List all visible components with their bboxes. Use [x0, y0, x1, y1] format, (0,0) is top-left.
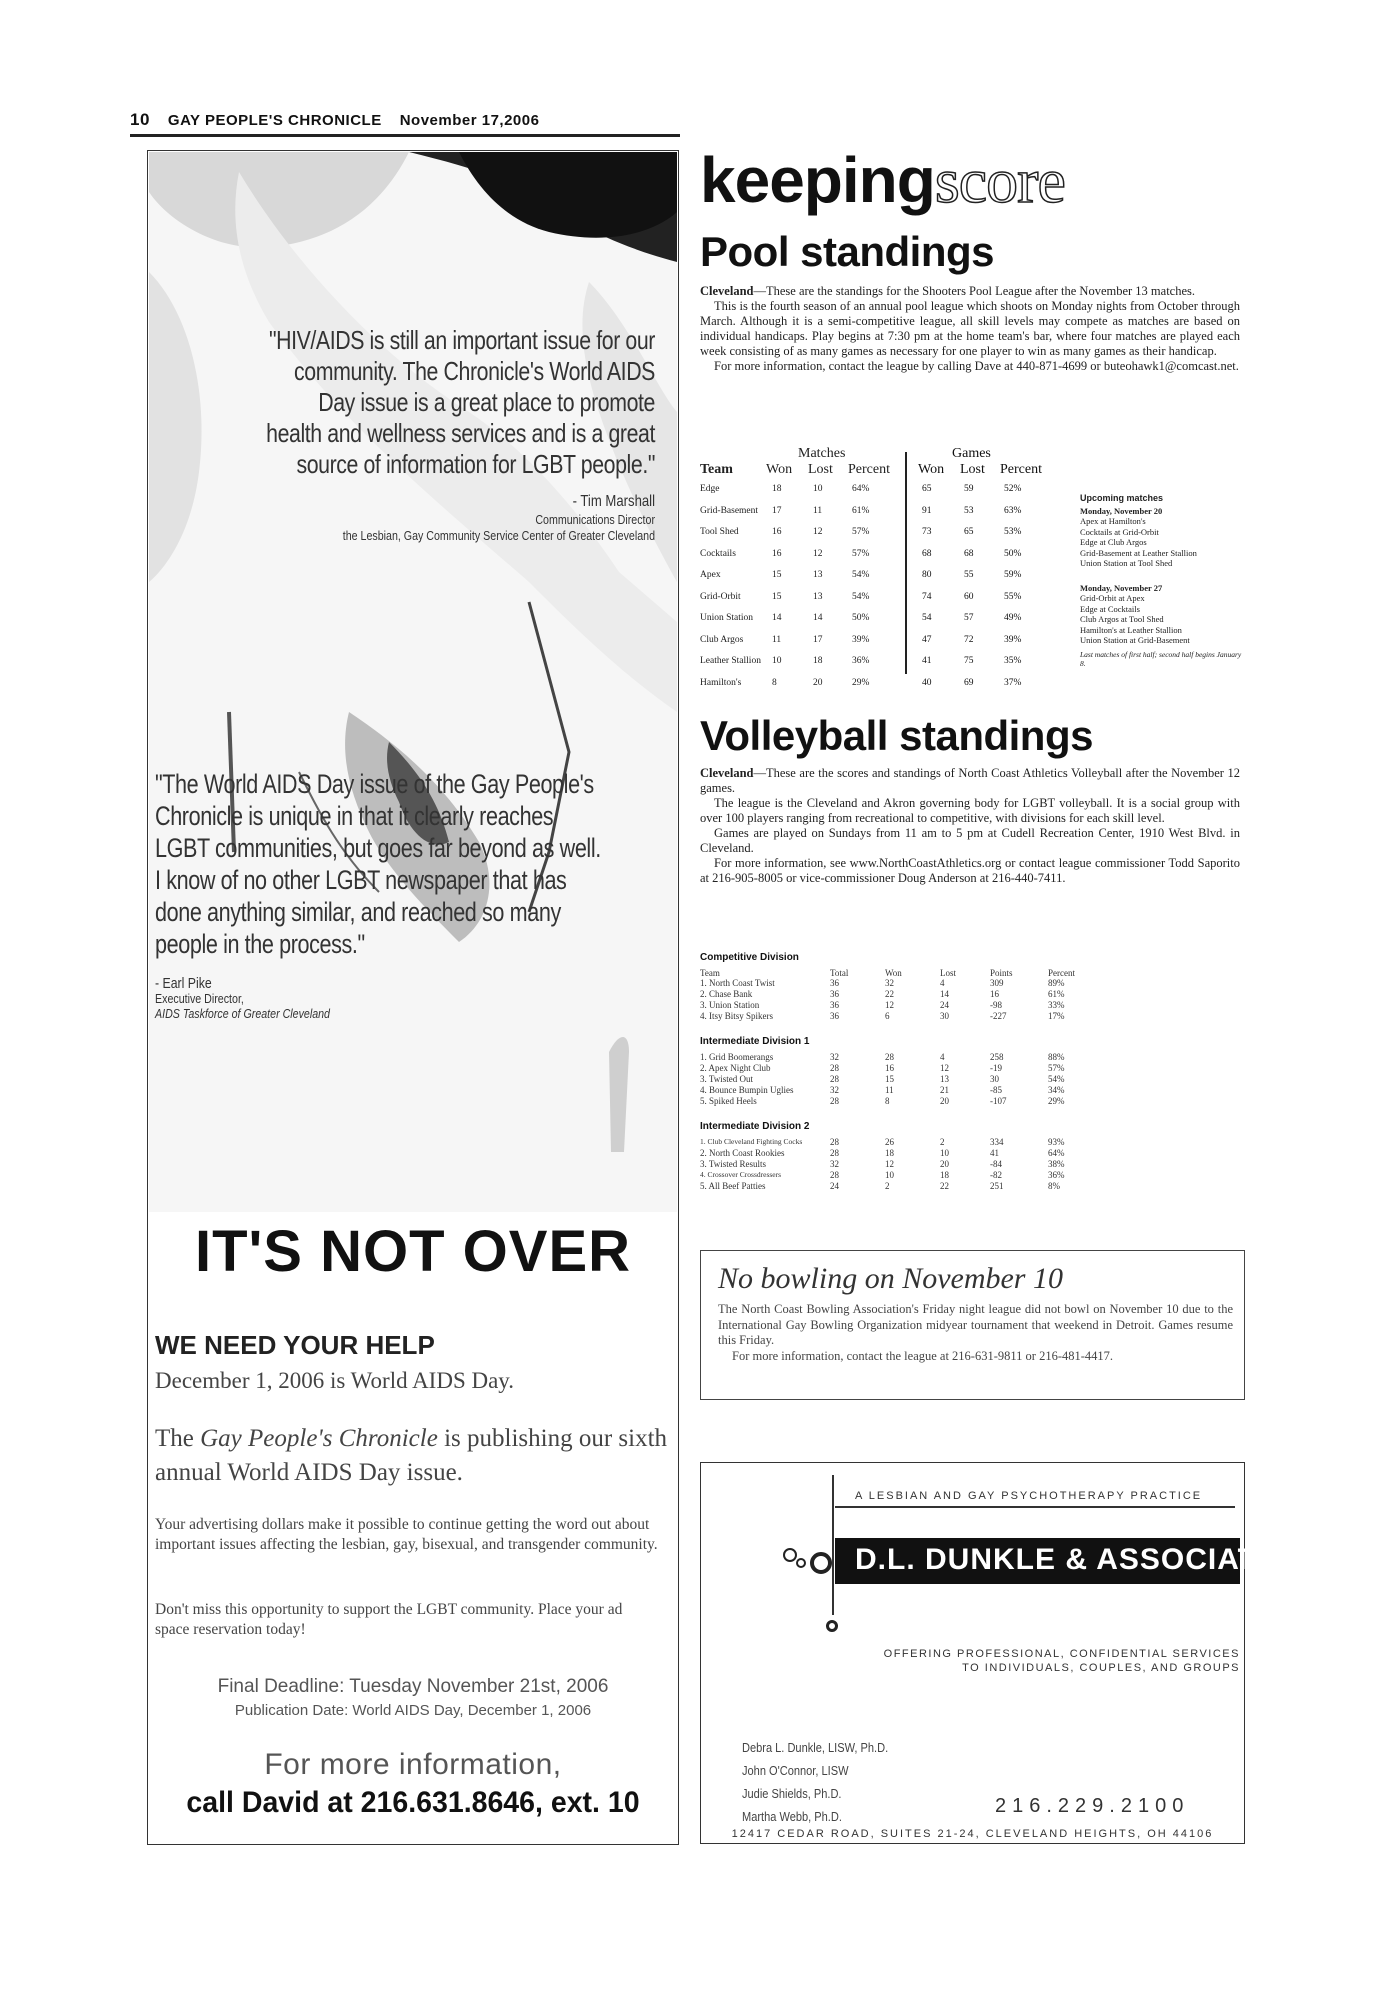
dunkle-services: TO INDIVIDUALS, COUPLES, AND GROUPS [962, 1662, 1240, 1674]
cell-pct: 93% [1048, 1137, 1065, 1147]
column-header-lost: Lost [940, 968, 957, 978]
cell-gp: 37% [1004, 677, 1022, 688]
cell-lost: 24 [940, 1000, 949, 1010]
cell-total: 36 [830, 978, 839, 988]
cell-points: 251 [990, 1181, 1004, 1191]
cell-gl: 65 [964, 527, 974, 537]
upcoming-match: Grid-Basement at Leather Stallion [1080, 547, 1197, 558]
cell-gp: 49% [1004, 613, 1022, 623]
cell-ml: 13 [813, 591, 823, 602]
cell-won: 22 [885, 989, 894, 999]
cell-pct: 29% [1048, 1096, 1065, 1106]
cell-total: 36 [830, 989, 839, 999]
cell-ml: 12 [813, 527, 823, 537]
pool-games-row [912, 592, 1052, 612]
ad-quote-pike: "The World AIDS Day issue of the Gay People's Chronicle is unique in that it clearly reaches LGBT communities, but goes far beyond as well. I know of no other LGBT newspaper that has done anything similar, and reached so many people in the process." [155, 769, 601, 959]
pool-games-row [912, 678, 1052, 698]
cell-gp: 35% [1004, 656, 1022, 666]
ad-body-paragraph: Your advertising dollars make it possible to continue getting the word out about important issues affecting the lesbian, gay, bisexual, and transgender community. [155, 1516, 658, 1553]
cell-gw: 91 [922, 505, 932, 516]
cell-points: -107 [990, 1096, 1007, 1106]
cell-gp: 53% [1004, 527, 1022, 537]
cell-points: -82 [990, 1170, 1002, 1180]
cell-pct: 38% [1048, 1159, 1065, 1169]
publication-name: GAY PEOPLE'S CHRONICLE [167, 112, 382, 129]
quote-attribution-name: - Earl Pike [155, 975, 212, 992]
cell-gp: 59% [1004, 570, 1022, 580]
cell-lost: 12 [940, 1063, 949, 1073]
volleyball-standings-title: Volleyball standings [700, 712, 1093, 759]
volleyball-row [700, 1011, 1240, 1023]
circle-logo-icon [796, 1558, 806, 1568]
ad-rule [835, 1506, 1235, 1508]
cell-won: 10 [885, 1170, 894, 1180]
cell-team: 3. Union Station [700, 1000, 760, 1010]
cell-team: Cocktails [700, 548, 736, 559]
cell-gl: 72 [964, 634, 974, 645]
cell-points: -227 [990, 1011, 1007, 1021]
cell-total: 32 [830, 1085, 839, 1095]
circle-logo-icon [826, 1620, 838, 1632]
upcoming-title: Upcoming matches [1080, 493, 1164, 503]
ad-deadline: Final Deadline: Tuesday November 21st, 2006 [217, 1676, 609, 1697]
cell-mw: 16 [772, 527, 782, 537]
cell-gp: 63% [1004, 505, 1022, 516]
upcoming-date: Monday, November 20 [1080, 505, 1163, 516]
cell-gp: 52% [1004, 484, 1022, 494]
cell-mp: 54% [852, 591, 870, 602]
upcoming-match: Hamilton's at Leather Stallion [1080, 624, 1182, 635]
upcoming-match: Edge at Club Argos [1080, 537, 1147, 547]
page-number: 10 [130, 110, 150, 129]
column-header-won: Won [766, 462, 793, 477]
cell-team: 5. All Beef Patties [700, 1181, 766, 1191]
upcoming-match: Apex at Hamilton's [1080, 516, 1146, 526]
cell-team: 3. Twisted Out [700, 1074, 753, 1084]
cell-won: 15 [885, 1074, 894, 1084]
quote-attribution-title: Executive Director, [155, 991, 244, 1006]
cell-points: 16 [990, 989, 999, 999]
cell-mp: 36% [852, 656, 870, 666]
cell-team: Apex [700, 570, 721, 580]
cell-won: 16 [885, 1063, 894, 1073]
pool-games-row [912, 635, 1052, 655]
cell-gl: 69 [964, 677, 974, 688]
cell-team: Edge [700, 484, 720, 494]
quote-attribution-title: Communications Director [535, 512, 655, 527]
column-header-pct: Percent [1048, 968, 1075, 978]
column-header-percent: Percent [1000, 462, 1042, 477]
cell-lost: 18 [940, 1170, 949, 1180]
upcoming-match: Union Station at Grid-Basement [1080, 635, 1190, 645]
cell-lost: 20 [940, 1096, 949, 1106]
pool-standings-title: Pool standings [700, 228, 995, 275]
running-head [130, 110, 560, 130]
cell-won: 8 [885, 1096, 890, 1106]
circle-logo-icon [783, 1548, 797, 1562]
cell-team: Leather Stallion [700, 656, 761, 666]
pool-games-row [912, 527, 1052, 547]
cell-total: 28 [830, 1170, 839, 1180]
column-header-lost: Lost [960, 462, 985, 477]
cell-mw: 15 [772, 570, 782, 580]
cell-team: 5. Spiked Heels [700, 1096, 757, 1106]
cell-team: Tool Shed [700, 527, 739, 537]
column-header-points: Points [990, 968, 1013, 978]
cell-team: Grid-Orbit [700, 591, 741, 602]
column-header-total: Total [830, 968, 849, 978]
dunkle-services: OFFERING PROFESSIONAL, CONFIDENTIAL SERVICES [883, 1648, 1240, 1660]
staff-member: Debra L. Dunkle, LISW, Ph.D. [742, 1740, 889, 1755]
cell-total: 36 [830, 1000, 839, 1010]
cell-gl: 75 [964, 656, 974, 666]
cell-mw: 18 [772, 484, 782, 494]
cell-lost: 2 [940, 1137, 945, 1147]
cell-mw: 17 [772, 505, 782, 516]
no-bowling-body: The North Coast Bowling Association's Friday night league did not bowl on November 10 due to the International Gay Bowling Organization midyear tournament that weekend in Detroit. Games resume this Friday. For more information, contact the league at 216-631-9811 or 216-481-4417. [718, 1302, 1233, 1363]
cell-pct: 36% [1048, 1170, 1065, 1180]
header-rule [130, 134, 680, 137]
cell-won: 12 [885, 1159, 894, 1169]
table-divider [905, 452, 907, 674]
cell-mp: 50% [852, 613, 870, 623]
cell-pct: 54% [1048, 1074, 1065, 1084]
cell-won: 6 [885, 1011, 890, 1021]
cell-team: Union Station [700, 613, 754, 623]
cell-points: 309 [990, 978, 1004, 988]
cell-gl: 57 [964, 613, 974, 623]
cell-lost: 21 [940, 1085, 949, 1095]
cell-gw: 80 [922, 570, 932, 580]
cell-team: 4. Itsy Bitsy Spikers [700, 1011, 774, 1021]
cell-mw: 8 [772, 677, 777, 688]
pool-games-row [912, 613, 1052, 633]
cell-team: 2. North Coast Rookies [700, 1148, 785, 1158]
cell-won: 12 [885, 1000, 894, 1010]
column-header-team: Team [700, 462, 733, 477]
division-title: Intermediate Division 2 [700, 1121, 810, 1132]
abstract-photo-image [149, 152, 677, 1212]
cell-gw: 41 [922, 656, 932, 666]
pool-intro: Cleveland—These are the standings for the Shooters Pool League after the November 13 matches. This is the fourth season of an annual pool league which shoots on Monday nights from October through March. Although it is a semi-competitive league, all skill levels may compete as matches are based on individual handicaps. Play begins at 7:30 pm at the home team's bar, where four matches are played each week consisting of as many games as necessary for one player to win as many games as their handicap. For more information, contact the league by calling Dave at 440-871-4699 or buteohawk1@comcast.net. [700, 284, 1240, 373]
column-header-won: Won [885, 968, 902, 978]
column-header-team: Team [700, 968, 720, 978]
cell-won: 26 [885, 1137, 894, 1147]
division-title: Intermediate Division 1 [700, 1036, 810, 1047]
cell-pct: 89% [1048, 978, 1065, 988]
cell-lost: 4 [940, 1052, 945, 1062]
staff-member: Martha Webb, Ph.D. [742, 1809, 842, 1824]
cell-pct: 88% [1048, 1052, 1065, 1062]
cell-total: 28 [830, 1137, 839, 1147]
cell-gl: 60 [964, 591, 974, 602]
ad-rule [832, 1475, 834, 1615]
ad-more-info: For more information, [264, 1748, 562, 1781]
cell-team: 4. Bounce Bumpin Uglies [700, 1085, 794, 1095]
cell-mw: 14 [772, 613, 782, 623]
ad-publishing-line: The Gay People's Chronicle is publishing our sixth annual World AIDS Day issue. [155, 1425, 668, 1486]
cell-points: 30 [990, 1074, 999, 1084]
cell-points: 41 [990, 1148, 999, 1158]
cell-lost: 20 [940, 1159, 949, 1169]
cell-gl: 55 [964, 570, 974, 580]
cell-mp: 39% [852, 634, 870, 645]
cell-gp: 39% [1004, 634, 1022, 645]
cell-mw: 16 [772, 548, 782, 559]
cell-team: 2. Chase Bank [700, 989, 753, 999]
cell-pct: 33% [1048, 1000, 1065, 1010]
cell-gl: 53 [964, 505, 974, 516]
cell-total: 24 [830, 1181, 839, 1191]
cell-mp: 64% [852, 484, 870, 494]
cell-gl: 68 [964, 548, 974, 559]
cell-ml: 14 [813, 613, 823, 623]
volleyball-row [700, 1181, 1240, 1193]
cell-gw: 47 [922, 634, 932, 645]
cell-won: 18 [885, 1148, 894, 1158]
cell-points: 258 [990, 1052, 1004, 1062]
cell-lost: 10 [940, 1148, 949, 1158]
matches-group-header: Matches [798, 446, 846, 461]
cell-ml: 17 [813, 634, 823, 645]
cell-team: 1. Grid Boomerangs [700, 1052, 774, 1062]
cell-mp: 61% [852, 505, 870, 516]
cell-gl: 59 [964, 484, 974, 494]
cell-points: 334 [990, 1137, 1004, 1147]
cell-team: Hamilton's [700, 677, 742, 688]
cell-gw: 74 [922, 591, 932, 602]
volleyball-row [700, 1096, 1240, 1108]
upcoming-note: Last matches of first half; second half begins January 8. [1080, 649, 1242, 668]
cell-mp: 57% [852, 527, 870, 537]
cell-mw: 15 [772, 591, 782, 602]
cell-mp: 57% [852, 548, 870, 559]
cell-team: Club Argos [700, 634, 744, 645]
cell-total: 28 [830, 1096, 839, 1106]
quote-attribution-org: the Lesbian, Gay Community Service Center of Greater Cleveland [342, 528, 655, 543]
upcoming-match: Cocktails at Grid-Orbit [1080, 526, 1159, 537]
cell-pct: 34% [1048, 1085, 1065, 1095]
games-group-header: Games [952, 446, 991, 461]
cell-ml: 11 [813, 505, 823, 516]
dunkle-name: D.L. DUNKLE & ASSOCIATES [855, 1543, 1300, 1576]
cell-lost: 14 [940, 989, 949, 999]
column-header-won: Won [918, 462, 945, 477]
issue-date: November 17,2006 [399, 112, 540, 129]
dunkle-tagline: A LESBIAN AND GAY PSYCHOTHERAPY PRACTICE [855, 1490, 1203, 1502]
ad-body-paragraph: Don't miss this opportunity to support the LGBT community. Place your ad space reservation today! [155, 1601, 623, 1638]
cell-gw: 73 [922, 527, 932, 537]
staff-member: Judie Shields, Ph.D. [742, 1786, 842, 1801]
cell-lost: 30 [940, 1011, 949, 1021]
section-logo: keepingscore [700, 144, 1065, 216]
cell-gp: 50% [1004, 548, 1022, 559]
dunkle-phone: 216.229.2100 [995, 1795, 1190, 1817]
division-title: Competitive Division [700, 952, 799, 963]
cell-pct: 61% [1048, 989, 1065, 999]
cell-won: 32 [885, 978, 894, 988]
upcoming-match: Edge at Cocktails [1080, 603, 1140, 614]
cell-won: 2 [885, 1181, 890, 1191]
cell-team: 4. Crossover Crossdressers [700, 1170, 782, 1179]
cell-total: 28 [830, 1074, 839, 1084]
upcoming-date: Monday, November 27 [1080, 582, 1163, 593]
cell-pct: 17% [1048, 1011, 1065, 1021]
pool-games-row [912, 506, 1052, 526]
cell-ml: 20 [813, 677, 823, 688]
cell-total: 32 [830, 1159, 839, 1169]
column-header-percent: Percent [848, 462, 890, 477]
cell-points: -85 [990, 1085, 1002, 1095]
cell-pct: 8% [1048, 1181, 1060, 1191]
cell-ml: 13 [813, 570, 823, 580]
ad-publication-date: Publication Date: World AIDS Day, December 1, 2006 [234, 1702, 592, 1719]
cell-lost: 22 [940, 1181, 949, 1191]
quote-attribution-org: AIDS Taskforce of Greater Cleveland [155, 1006, 330, 1021]
cell-total: 32 [830, 1052, 839, 1062]
cell-mw: 11 [772, 634, 782, 645]
column-header-lost: Lost [808, 462, 833, 477]
cell-mw: 10 [772, 656, 782, 666]
upcoming-match: Union Station at Tool Shed [1080, 558, 1173, 568]
pool-games-row [912, 549, 1052, 569]
cell-lost: 13 [940, 1074, 949, 1084]
cell-gw: 40 [922, 677, 932, 688]
ad-subheadline: WE NEED YOUR HELP [155, 1330, 435, 1360]
upcoming-match: Club Argos at Tool Shed [1080, 614, 1164, 624]
dunkle-address: 12417 CEDAR ROAD, SUITES 21-24, CLEVELAND HEIGHTS, OH 44106 [731, 1828, 1214, 1840]
cell-mp: 54% [852, 570, 870, 580]
cell-total: 36 [830, 1011, 839, 1021]
pool-games-row [912, 656, 1052, 676]
cell-gw: 54 [922, 613, 932, 623]
cell-total: 28 [830, 1063, 839, 1073]
cell-total: 28 [830, 1148, 839, 1158]
ad-background-photo [149, 152, 677, 1212]
pool-games-row [912, 570, 1052, 590]
cell-gp: 55% [1004, 591, 1022, 602]
cell-team: 3. Twisted Results [700, 1159, 766, 1169]
ad-headline: IT'S NOT OVER [194, 1219, 632, 1284]
cell-ml: 10 [813, 484, 823, 494]
cell-team: 2. Apex Night Club [700, 1063, 771, 1073]
cell-pct: 64% [1048, 1148, 1065, 1158]
cell-ml: 12 [813, 548, 823, 559]
cell-won: 28 [885, 1052, 894, 1062]
ad-quote-marshall: "HIV/AIDS is still an important issue for our community. The Chronicle's World AIDS Day issue is a great place to promote health and wellness services and is a great source of information for LGBT people." [266, 325, 655, 479]
cell-points: -19 [990, 1063, 1002, 1073]
pool-games-row [912, 484, 1052, 504]
cell-ml: 18 [813, 656, 823, 666]
cell-gw: 68 [922, 548, 932, 559]
cell-team: 1. North Coast Twist [700, 978, 775, 988]
cell-points: -84 [990, 1159, 1002, 1169]
cell-lost: 4 [940, 978, 945, 988]
circle-logo-icon [810, 1552, 832, 1574]
cell-gw: 65 [922, 484, 932, 494]
upcoming-match: Grid-Orbit at Apex [1080, 593, 1145, 603]
cell-pct: 57% [1048, 1063, 1065, 1073]
cell-points: -98 [990, 1000, 1002, 1010]
cell-team: 1. Club Cleveland Fighting Cocks [700, 1137, 803, 1146]
cell-won: 11 [885, 1085, 894, 1095]
no-bowling-title: No bowling on November 10 [718, 1262, 1063, 1295]
upcoming-matches [1080, 493, 1245, 668]
volleyball-intro: Cleveland—These are the scores and standings of North Coast Athletics Volleyball after the November 12 games. The league is the Cleveland and Akron governing body for LGBT volleyball. It is a social group with over 100 players ranging from recreational to competitive, with divisions for each skill level. Games are played on Sundays from 11 am to 5 pm at Cudell Recreation Center, 1910 West Blvd. in Cleveland. For more information, see www.NorthCoastAthletics.org or contact league commissioner Todd Saporito at 216-905-8005 or vice-commissioner Doug Anderson at 216-440-7411. [700, 766, 1240, 885]
cell-mp: 29% [852, 677, 870, 688]
cell-team: Grid-Basement [700, 505, 759, 516]
ad-call-to-action: call David at 216.631.8646, ext. 10 [186, 1786, 640, 1819]
quote-attribution-name: - Tim Marshall [572, 493, 655, 510]
staff-member: John O'Connor, LISW [742, 1763, 849, 1778]
ad-date-line: December 1, 2006 is World AIDS Day. [155, 1368, 515, 1393]
